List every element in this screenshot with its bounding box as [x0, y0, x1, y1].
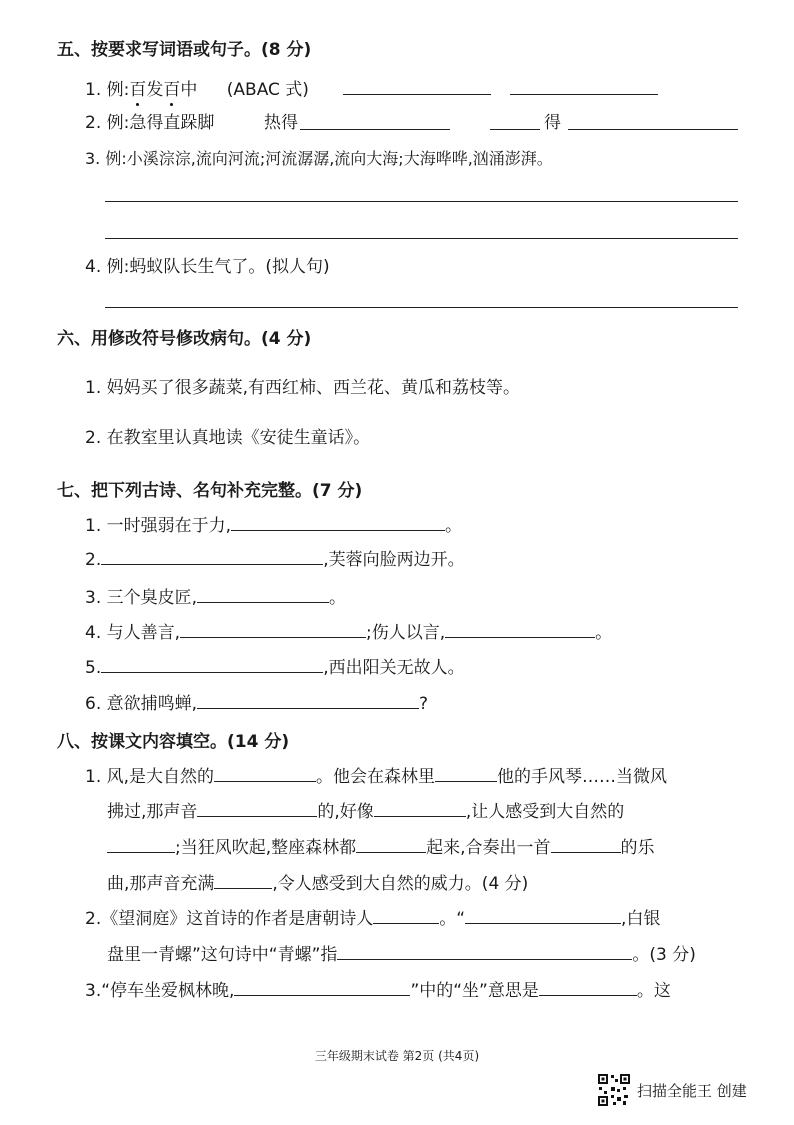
page-footer: 三年级期末试卷 第2页 (共4页) — [314, 1049, 480, 1063]
s8-q1-blank-5[interactable] — [107, 836, 175, 853]
s7-q6-text: 6. 意欲捕鸣蝉, — [85, 694, 198, 714]
s7-q2-num: 2. — [85, 550, 102, 570]
s8-q2-line-1 — [85, 907, 660, 931]
s8-q1-text-b: 。他会在森林里 — [316, 767, 436, 787]
section-7-heading: 七、把下列古诗、名句补充完整。(7 分) — [57, 481, 363, 501]
s8-q2-text-a: 2.《望洞庭》这首诗的作者是唐朝诗人 — [85, 909, 374, 929]
s7-q4-blank-2[interactable] — [445, 621, 595, 638]
s5-q4-example: 4. 例:蚂蚁队长生气了。(拟人句) — [85, 257, 330, 277]
s7-q5-num: 5. — [85, 658, 102, 678]
s8-q1-text-a: 1. 风,是大自然的 — [85, 767, 215, 787]
s8-q1-line-3 — [107, 836, 655, 860]
s7-q5-blank[interactable] — [101, 656, 323, 673]
s5-q4-answer-line[interactable] — [105, 307, 738, 308]
s8-q1-text-h: 起来,合奏出一首 — [426, 838, 551, 858]
s7-q4 — [85, 621, 612, 645]
s5-q3-answer-line-1[interactable] — [105, 201, 738, 202]
s7-q5 — [85, 656, 465, 680]
s8-q1-text-k: ,令人感受到大自然的威力。(4 分) — [272, 874, 529, 894]
s8-q1-blank-6[interactable] — [356, 836, 426, 853]
s8-q1-text-c: 他的手风琴……当微风 — [497, 767, 668, 787]
s7-q3-end: 。 — [329, 588, 347, 608]
s7-q2-blank[interactable] — [101, 548, 323, 565]
s7-q4-mid: ;伤人以言, — [366, 623, 446, 643]
s6-question-1: 1. 妈妈买了很多蔬菜,有西红柿、西兰花、黄瓜和荔枝等。 — [85, 378, 521, 398]
s8-q1-line-2 — [107, 800, 624, 824]
s8-q2-blank-2[interactable] — [465, 907, 621, 924]
s8-q2-blank-3[interactable] — [337, 943, 632, 960]
s7-q3-blank[interactable] — [197, 586, 329, 603]
s8-q1-text-j: 曲,那声音充满 — [107, 874, 215, 894]
s8-q3-text-b: ”中的“坐”意思是 — [410, 981, 539, 1001]
s8-q2-text-e: 。(3 分) — [632, 945, 696, 965]
s5-q1-char4: 中 — [180, 80, 198, 100]
s5-question-1 — [85, 78, 309, 102]
s5-q1-char1: 百 — [129, 80, 147, 100]
s8-q2-text-b: 。“ — [439, 909, 466, 929]
s7-q2 — [85, 548, 465, 572]
section-5-heading: 五、按要求写词语或句子。(8 分) — [57, 40, 312, 60]
s8-q1-line-1 — [85, 765, 667, 789]
s5-q1-blank-1[interactable] — [343, 94, 491, 95]
s7-q4-blank-1[interactable] — [180, 621, 366, 638]
section-6-heading: 六、用修改符号修改病句。(4 分) — [57, 329, 312, 349]
s5-q2-label-b: 得 — [544, 113, 561, 133]
s5-q2-blank-3[interactable] — [568, 129, 738, 130]
s8-q1-blank-1[interactable] — [214, 765, 316, 782]
s8-q2-text-d: 盘里一青螺”这句诗中“青螺”指 — [107, 945, 338, 965]
s5-q2-label-a: 热得 — [264, 113, 298, 133]
s8-q1-text-f: ,让人感受到大自然的 — [465, 802, 625, 822]
s5-q1-blank-2[interactable] — [510, 94, 658, 95]
s8-q1-blank-3[interactable] — [197, 800, 317, 817]
s8-q1-blank-7[interactable] — [551, 836, 621, 853]
s8-q1-blank-4[interactable] — [374, 800, 466, 817]
s8-q1-line-4 — [107, 872, 528, 896]
s7-q3-text: 3. 三个臭皮匠, — [85, 588, 198, 608]
s8-q2-blank-1[interactable] — [373, 907, 439, 924]
s7-q3 — [85, 586, 346, 610]
s7-q2-text: ,芙蓉向脸两边开。 — [323, 550, 465, 570]
qr-code-icon — [597, 1073, 631, 1107]
s8-q1-text-g: ;当狂风吹起,整座森林都 — [175, 838, 357, 858]
s8-q3-text-a: 3.“停车坐爱枫林晚, — [85, 981, 235, 1001]
s8-q2-text-c: ,白银 — [621, 909, 661, 929]
s7-q1-blank[interactable] — [231, 514, 445, 531]
s8-q2-line-2 — [107, 943, 696, 967]
s7-q1-text: 1. 一时强弱在于力, — [85, 516, 232, 536]
s8-q3-blank-1[interactable] — [234, 979, 410, 996]
s5-q3-answer-line-2[interactable] — [105, 238, 738, 239]
s5-q2-blank-2[interactable] — [490, 129, 540, 130]
s7-q1 — [85, 514, 462, 538]
s5-q1-prefix: 1. 例: — [85, 80, 130, 100]
s6-question-2: 2. 在教室里认真地读《安徒生童话》。 — [85, 428, 371, 448]
s5-q1-char2: 发 — [146, 80, 164, 100]
s7-q4-end: 。 — [595, 623, 613, 643]
s8-q1-text-e: 的,好像 — [317, 802, 374, 822]
s5-q2-example: 2. 例:急得直跺脚 — [85, 113, 215, 133]
s8-q1-blank-8[interactable] — [214, 872, 272, 889]
s5-q3-example: 3. 例:小溪淙淙,流向河流;河流潺潺,流向大海;大海哗哗,汹涌澎湃。 — [85, 149, 553, 168]
s5-q2-blank-1[interactable] — [300, 129, 450, 130]
s5-q1-tag: (ABAC 式) — [226, 80, 309, 100]
s8-q3-blank-2[interactable] — [539, 979, 637, 996]
s7-q6-blank[interactable] — [197, 692, 419, 709]
s8-q3-line — [85, 979, 671, 1003]
s7-q5-text: ,西出阳关无故人。 — [323, 658, 465, 678]
s8-q1-blank-2[interactable] — [435, 765, 497, 782]
section-8-heading: 八、按课文内容填空。(14 分) — [57, 732, 290, 752]
s8-q1-text-i: 的乐 — [620, 838, 655, 858]
s7-q1-end: 。 — [445, 516, 463, 536]
scanner-stamp: 扫描全能王 创建 — [637, 1082, 747, 1100]
s5-q1-char3: 百 — [163, 80, 181, 100]
s7-q4-text: 4. 与人善言, — [85, 623, 181, 643]
s8-q1-text-d: 拂过,那声音 — [107, 802, 198, 822]
s7-q6 — [85, 692, 428, 716]
s7-q6-end: ? — [419, 694, 429, 714]
s8-q3-text-c: 。这 — [636, 981, 671, 1001]
